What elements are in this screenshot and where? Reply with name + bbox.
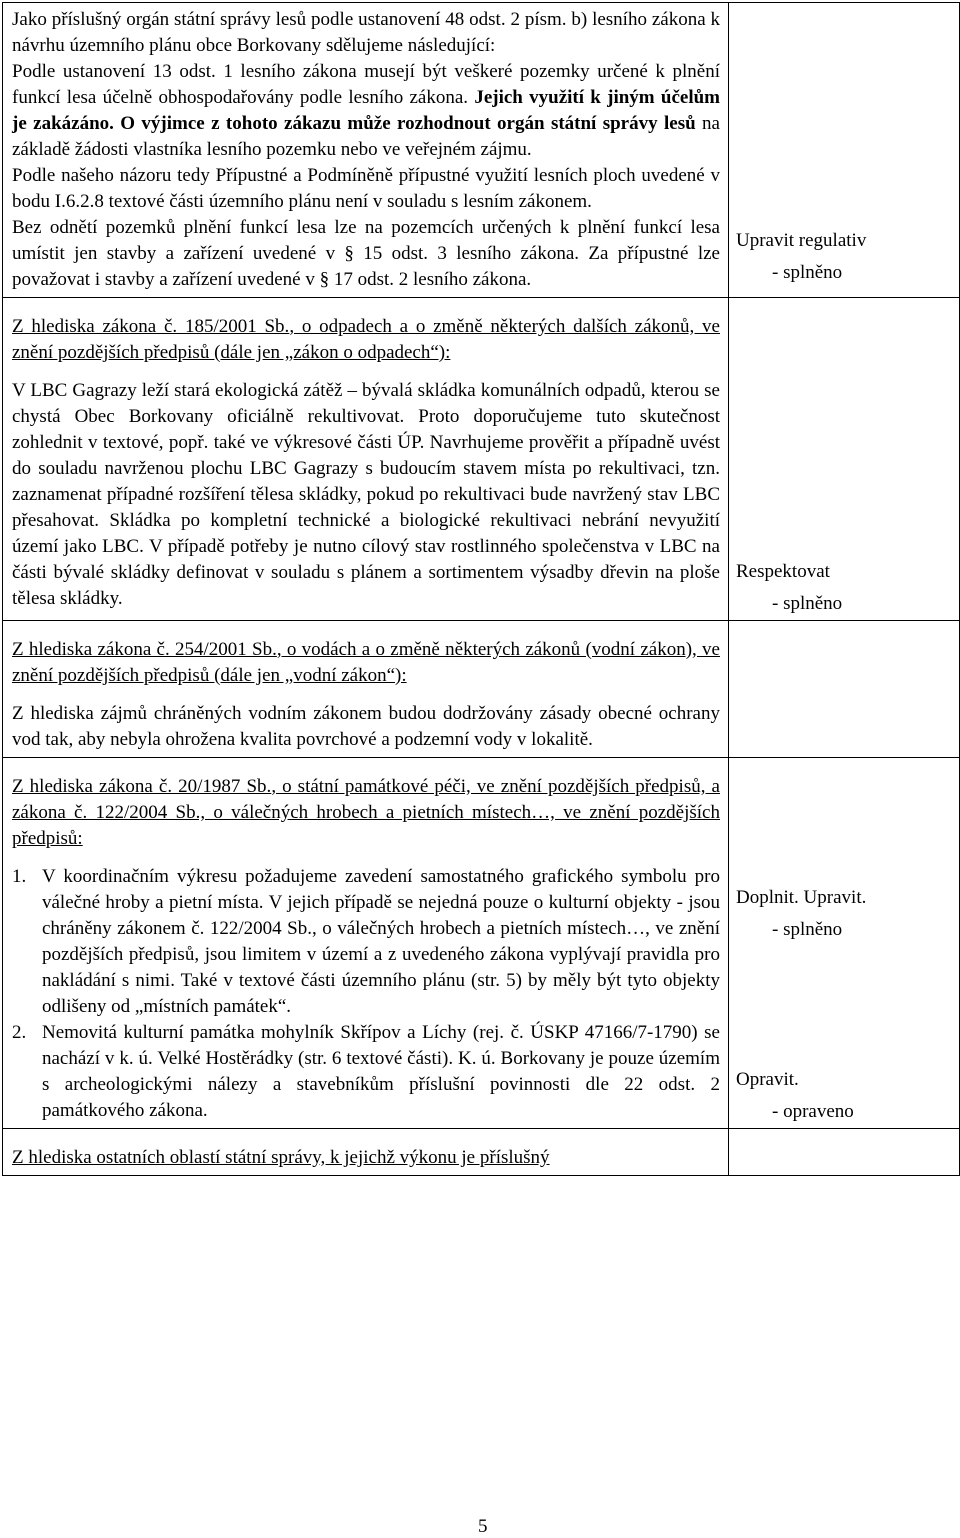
- section-heading: [12, 774, 720, 852]
- paragraph: [12, 59, 720, 163]
- response-cell: [729, 621, 960, 758]
- list-item: [12, 1020, 720, 1124]
- paragraph: Jako příslušný orgán státní správy lesů podle ustanovení 48 odst. 2 písm. b) lesního zákona k návrhu územního plánu obce Borkovany sdělujeme následující:: [12, 9, 720, 56]
- section-heading: [12, 637, 720, 689]
- section-heading: Z hlediska ostatních oblastí státní správy, k jejichž výkonu je příslušný: [12, 1147, 550, 1168]
- paragraph: Podle našeho názoru tedy Přípustné a Podmíněně přípustné využití lesních ploch uvedené v bodu I.6.2.8 textové části územního plánu není v souladu s lesním zákonem.: [12, 165, 720, 212]
- response-cell: [729, 1129, 960, 1176]
- response-action: Opravit.: [736, 1069, 799, 1090]
- response-status: - opraveno: [772, 1101, 854, 1122]
- page-number: 5: [478, 1516, 488, 1537]
- heading-text: , o vodách a o změně některých zákonů (vodní zákon), ve znění pozdějších předpisů (dále jen „vodní zákon“):: [12, 639, 720, 686]
- bold-text: Jejich využití k jiným účelům je zakázáno. O výjimce z tohoto zákazu může rozhodnout orgán státní správy lesů: [12, 87, 721, 134]
- list-item: [12, 864, 720, 1020]
- response-status: - splněno: [772, 593, 843, 614]
- comment-cell: [3, 3, 729, 298]
- list-number: 1.: [12, 866, 27, 887]
- heading-text: , o státní památkové péči, ve znění pozdějších předpisů, a zákona č. 122/2004 Sb., o válečných hrobech a pietních místech…, ve znění pozdějších předpisů:: [12, 776, 720, 849]
- list-text: V koordinačním výkresu požadujeme zavedení samostatného grafického symbolu pro válečné hroby a pietní místa. V jejich případě se nejedná pouze o kulturní objekty - jsou chráněny zákonem č. 122/2004 Sb., o válečných hrobech a pietních místech…, ve znění pozdějších předpisů, jsou limitem v území a z uvedeného zákona vyplývají pravidla pro nakládání s nimi. Také v textové části územního plánu (str. 5) by měly být tyto objekty odlišeny od „místních památek“.: [42, 866, 720, 1017]
- heading-text: Z hlediska zákona č. 254/2001 Sb.: [12, 639, 277, 660]
- comment-cell: [3, 298, 729, 621]
- heading-text: Z hlediska zákona č. 20/1987 Sb.: [12, 776, 272, 797]
- section-heading: [12, 314, 720, 366]
- response-cell: [729, 758, 960, 1129]
- list-number: 2.: [12, 1022, 27, 1043]
- heading-text: Z hlediska zákona č. 185/2001 Sb.: [12, 316, 290, 337]
- comment-cell: [3, 621, 729, 758]
- heading-text: , o odpadech a o změně některých dalších zákonů, ve znění pozdějších předpisů (dále jen „zákon o odpadech“):: [12, 316, 720, 363]
- table-row: [3, 758, 960, 1129]
- response-action: Respektovat: [736, 561, 830, 582]
- table-row: [3, 621, 960, 758]
- response-status: - splněno: [772, 919, 843, 940]
- response-status: - splněno: [772, 262, 843, 283]
- response-cell: [729, 3, 960, 298]
- table-row: [3, 1129, 960, 1176]
- response-action: Doplnit. Upravit.: [736, 887, 867, 908]
- table-row: [3, 3, 960, 298]
- numbered-list: [12, 864, 720, 1124]
- text-span: na základě žádosti vlastníka lesního pozemku nebo ve veřejném zájmu.: [12, 113, 720, 160]
- paragraph: Z hlediska zájmů chráněných vodním zákonem budou dodržovány zásady obecné ochrany vod tak, aby nebyla ohrožena kvalita povrchové a podzemní vody v lokalitě.: [12, 703, 720, 750]
- comments-table: [2, 2, 960, 1176]
- paragraph: Bez odnětí pozemků plnění funkcí lesa lze na pozemcích určených k plnění funkcí lesa umístit jen stavby a zařízení uvedené v § 15 odst. 3 lesního zákona. Za přípustné lze považovat i stavby a zařízení uvedené v § 17 odst. 2 lesního zákona.: [12, 217, 720, 290]
- paragraph: V LBC Gagrazy leží stará ekologická zátěž – bývalá skládka komunálních odpadů, kterou se chystá Obec Borkovany oficiálně rekultivovat. Proto doporučujeme tuto skutečnost zohlednit v textové, popř. také ve výkresové části ÚP. Navrhujeme prověřit a případně uvést do souladu navrženou plochu LBC Gagrazy s budoucím stavem místa po rekultivaci, tzn. zaznamenat případné rozšíření tělesa skládky, pokud po rekultivaci bude navržený stav LBC přesahovat. Skládka po kompletní technické a biologické rekultivaci nebrání nevyužití území jako LBC. V případě potřeby je nutno cílový stav rostlinného společenstva v LBC na části bývalé skládky definovat v souladu s plánem a sortimentem výsadby dřevin na ploše tělesa skládky.: [12, 380, 720, 609]
- response-action: Upravit regulativ: [736, 230, 867, 251]
- response-cell: [729, 298, 960, 621]
- list-text: Nemovitá kulturní památka mohylník Skřípov a Líchy (rej. č. ÚSKP 47166/7-1790) se nachází v k. ú. Velké Hostěrádky (str. 6 textové části). K. ú. Borkovany je pouze územím s archeologickými nálezy a stavebníkům příslušní povinnosti dle 22 odst. 2 památkového zákona.: [42, 1022, 720, 1121]
- text-span: Podle ustanovení 13 odst. 1 lesního zákona musejí být veškeré pozemky určené k plnění funkcí lesa účelně obhospodařovány podle lesního zákona.: [12, 61, 720, 108]
- table-row: [3, 298, 960, 621]
- comment-cell: [3, 1129, 729, 1176]
- comment-cell: [3, 758, 729, 1129]
